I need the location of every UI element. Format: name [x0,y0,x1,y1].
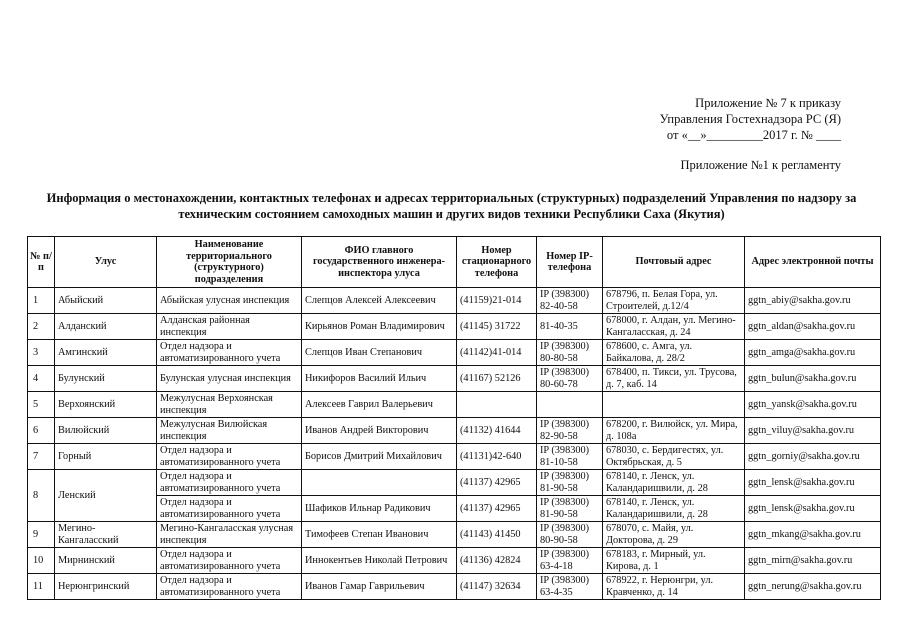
unit-name: Отдел надзора и автоматизированного учета [157,470,302,496]
table-body [28,288,881,600]
postal-address: 678000, г. Алдан, ул. Мегино-Кангаласская, д. 24 [603,314,745,340]
col-header-address: Почтовый адрес [603,237,745,288]
postal-address: 678030, с. Бердигестях, ул. Октябрьская, д. 5 [603,444,745,470]
inspector-name: Иванов Гамар Гаврильевич [302,574,457,600]
order-appendix-line: Приложение № 7 к приказу [695,96,841,110]
col-header-phone: Номер стационарного телефона [457,237,537,288]
ip-phone: IP (398300) 80-60-78 [537,366,603,392]
email-address[interactable]: ggtn_mirn@sakha.gov.ru [745,548,881,574]
unit-name: Булунская улусная инспекция [157,366,302,392]
postal-address: 678400, п. Тикси, ул. Трусова, д. 7, каб. 14 [603,366,745,392]
unit-name: Межулусная Вилюйская инспекция [157,418,302,444]
table-row [28,522,881,548]
ulus-name: Мегино-Кангаласский [55,522,157,548]
unit-name: Алданская районная инспекция [157,314,302,340]
postal-address: 678796, п. Белая Гора, ул. Строителей, д.12/4 [603,288,745,314]
ip-phone: IP (398300) 63-4-35 [537,574,603,600]
table-header-row [28,237,881,288]
ulus-name: Горный [55,444,157,470]
table-row [28,340,881,366]
ulus-name: Абыйский [55,288,157,314]
ip-phone: IP (398300) 80-80-58 [537,340,603,366]
unit-name: Абыйская улусная инспекция [157,288,302,314]
postal-address: 678140, г. Ленск, ул. Каландаришвили, д. 28 [603,496,745,522]
table-row [28,418,881,444]
unit-name: Отдел надзора и автоматизированного учета [157,574,302,600]
ulus-name: Верхоянский [55,392,157,418]
table-row [28,392,881,418]
postal-address [603,392,745,418]
inspector-name: Алексеев Гаврил Валерьевич [302,392,457,418]
ip-phone: 81-40-35 [537,314,603,340]
email-address[interactable]: ggtn_nerung@sakha.gov.ru [745,574,881,600]
table-row [28,366,881,392]
ip-phone: IP (398300) 82-90-58 [537,418,603,444]
phone-number: (41167) 52126 [457,366,537,392]
phone-number [457,392,537,418]
order-department-line: Управления Гостехнадзора РС (Я) [659,112,841,126]
col-header-unit: Наименование территориального (структурного) подразделения [157,237,302,288]
units-table [27,236,881,600]
postal-address: 678600, с. Амга, ул. Байкалова, д. 28/2 [603,340,745,366]
order-appendix-header [660,95,841,143]
email-address[interactable]: ggtn_bulun@sakha.gov.ru [745,366,881,392]
ip-phone: IP (398300) 81-90-58 [537,496,603,522]
row-number: 9 [28,522,55,548]
table-row [28,288,881,314]
document-title: Информация о местонахождении, контактных телефонах и адресах территориальных (структурных) подразделений Управления по надзору за техническим состоянием самоходных машин и других видов техники Республики Саха (Якутия) [46,191,857,221]
inspector-name: Слепцов Иван Степанович [302,340,457,366]
unit-name: Отдел надзора и автоматизированного учета [157,496,302,522]
phone-number: (41142)41-014 [457,340,537,366]
unit-name: Отдел надзора и автоматизированного учета [157,548,302,574]
phone-number: (41137) 42965 [457,496,537,522]
postal-address: 678922, г. Нерюнгри, ул. Кравченко, д. 14 [603,574,745,600]
row-number: 8 [28,470,55,522]
row-number: 10 [28,548,55,574]
row-number: 4 [28,366,55,392]
row-number: 6 [28,418,55,444]
email-address[interactable]: ggtn_viluy@sakha.gov.ru [745,418,881,444]
row-number: 3 [28,340,55,366]
row-number: 11 [28,574,55,600]
phone-number: (41147) 32634 [457,574,537,600]
phone-number: (41131)42-640 [457,444,537,470]
phone-number: (41159)21-014 [457,288,537,314]
phone-number: (41136) 42824 [457,548,537,574]
ulus-name: Булунский [55,366,157,392]
email-address[interactable]: ggtn_lensk@sakha.gov.ru [745,470,881,496]
regulation-appendix: Приложение №1 к регламенту [680,158,841,172]
col-header-num: № п/п [28,237,55,288]
email-address[interactable]: ggtn_gorniy@sakha.gov.ru [745,444,881,470]
email-address[interactable]: ggtn_yansk@sakha.gov.ru [745,392,881,418]
ip-phone: IP (398300) 81-90-58 [537,470,603,496]
email-address[interactable]: ggtn_mkang@sakha.gov.ru [745,522,881,548]
email-address[interactable]: ggtn_lensk@sakha.gov.ru [745,496,881,522]
row-number: 7 [28,444,55,470]
table-row [28,470,881,496]
col-header-inspector: ФИО главного государственного инженера-инспектора улуса [302,237,457,288]
table-row [28,444,881,470]
row-number: 5 [28,392,55,418]
row-number: 1 [28,288,55,314]
phone-number: (41143) 41450 [457,522,537,548]
ip-phone: IP (398300) 81-10-58 [537,444,603,470]
inspector-name: Борисов Дмитрий Михайлович [302,444,457,470]
col-header-ulus: Улус [55,237,157,288]
ulus-name: Вилюйский [55,418,157,444]
postal-address: 678070, с. Майя, ул. Докторова, д. 29 [603,522,745,548]
row-number: 2 [28,314,55,340]
inspector-name: Слепцов Алексей Алексеевич [302,288,457,314]
phone-number: (41132) 41644 [457,418,537,444]
order-date-line: от «__»_________2017 г. № ____ [666,128,841,142]
unit-name: Мегино-Кангаласская улусная инспекция [157,522,302,548]
table-row [28,314,881,340]
inspector-name [302,470,457,496]
inspector-name: Иннокентьев Николай Петрович [302,548,457,574]
phone-number: (41145) 31722 [457,314,537,340]
unit-name: Отдел надзора и автоматизированного учета [157,340,302,366]
unit-name: Отдел надзора и автоматизированного учета [157,444,302,470]
inspector-name: Никифоров Василий Ильич [302,366,457,392]
email-address[interactable]: ggtn_aldan@sakha.gov.ru [745,314,881,340]
ip-phone: IP (398300) 80-90-58 [537,522,603,548]
ulus-name: Ленский [55,470,157,522]
col-header-email: Адрес электронной почты [745,237,881,288]
unit-name: Межулусная Верхоянская инспекция [157,392,302,418]
table-row [28,548,881,574]
col-header-ip-phone: Номер IP-телефона [537,237,603,288]
inspector-name: Шафиков Ильнар Радикович [302,496,457,522]
inspector-name: Иванов Андрей Викторович [302,418,457,444]
postal-address: 678140, г. Ленск, ул. Каландаришвили, д. 28 [603,470,745,496]
email-address[interactable]: ggtn_amga@sakha.gov.ru [745,340,881,366]
ulus-name: Мирнинский [55,548,157,574]
phone-number: (41137) 42965 [457,470,537,496]
table-row [28,574,881,600]
ip-phone [537,392,603,418]
inspector-name: Кирьянов Роман Владимирович [302,314,457,340]
ip-phone: IP (398300) 63-4-18 [537,548,603,574]
postal-address: 678200, г. Вилюйск, ул. Мира, д. 108а [603,418,745,444]
ulus-name: Алданский [55,314,157,340]
ulus-name: Нерюнгринский [55,574,157,600]
inspector-name: Тимофеев Степан Иванович [302,522,457,548]
ip-phone: IP (398300) 82-40-58 [537,288,603,314]
postal-address: 678183, г. Мирный, ул. Кирова, д. 1 [603,548,745,574]
ulus-name: Амгинский [55,340,157,366]
email-address[interactable]: ggtn_abiy@sakha.gov.ru [745,288,881,314]
